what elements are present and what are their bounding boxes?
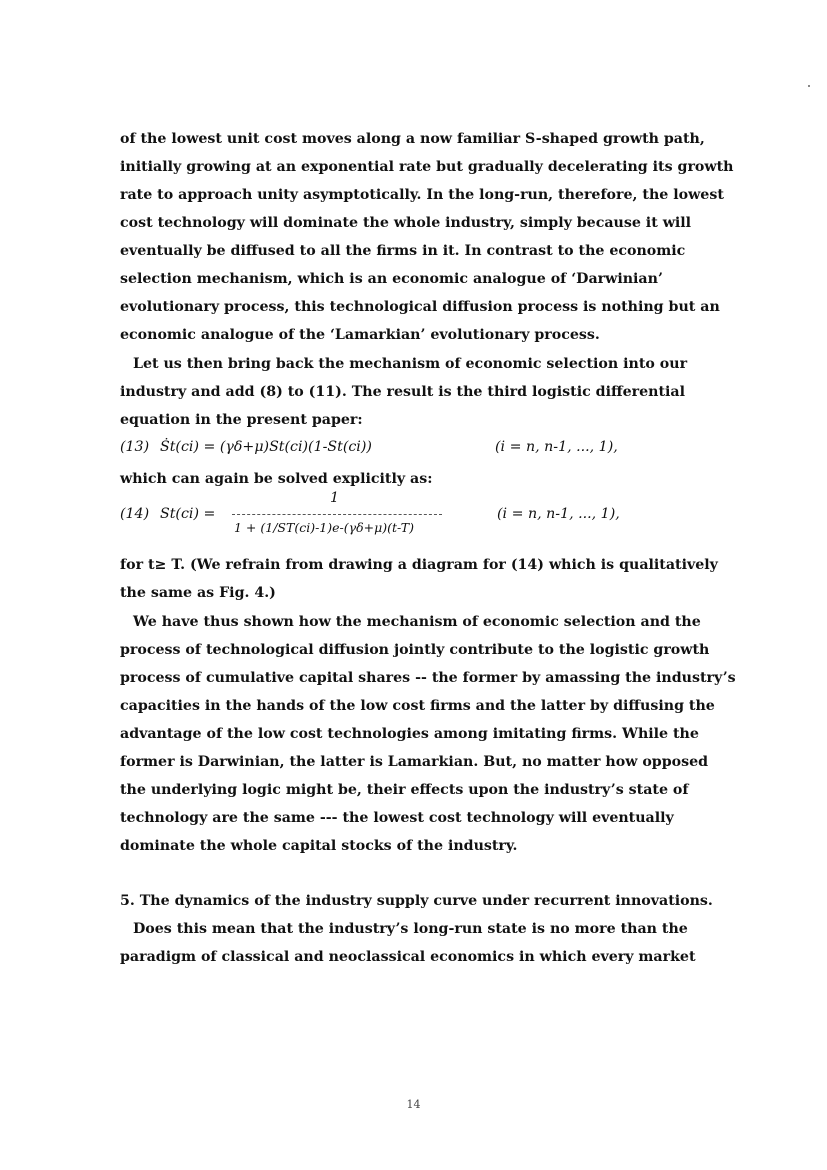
text-line: Does this mean that the industry’s long-run state is no more than the <box>133 921 688 937</box>
text-line: Let us then bring back the mechanism of economic selection into our <box>133 356 688 372</box>
text-line: former is Darwinian, the latter is Lamarkian. But, no matter how opposed <box>120 754 709 770</box>
text-line: the same as Fig. 4.) <box>120 585 276 601</box>
text-line: process of technological diffusion jointly contribute to the logistic growth <box>120 642 710 658</box>
equation-13-condition: (i = n, n-1, ..., 1), <box>495 439 618 455</box>
text-line: the underlying logic might be, their effects upon the industry’s state of <box>120 782 689 798</box>
section-heading: 5. The dynamics of the industry supply curve under recurrent innovations. <box>120 893 713 909</box>
equation-13-label: (13) <box>120 439 150 455</box>
equation-14-condition: (i = n, n-1, ..., 1), <box>497 506 620 522</box>
equation-14-numerator: 1 <box>330 490 340 506</box>
text-line: eventually be diffused to all the firms in it. In contrast to the economic <box>120 243 686 259</box>
text-line: cost technology will dominate the whole industry, simply because it will <box>120 215 692 231</box>
equation-13: Ṡt(ci) = (γδ+μ)St(ci)(1-St(ci)) <box>160 439 372 455</box>
text-line: technology are the same --- the lowest cost technology will eventually <box>120 810 674 826</box>
fraction-bar <box>232 514 442 515</box>
equation-14-lhs: St(ci) = <box>160 506 216 522</box>
text-line: paradigm of classical and neoclassical economics in which every market <box>120 949 696 965</box>
equation-14-label: (14) <box>120 506 150 522</box>
text-line: of the lowest unit cost moves along a now familiar S-shaped growth path, <box>120 131 705 147</box>
text-line: selection mechanism, which is an economic analogue of ‘Darwinian’ <box>120 271 663 287</box>
text-line: industry and add (8) to (11). The result is the third logistic differential <box>120 384 685 400</box>
text-line: economic analogue of the ‘Lamarkian’ evolutionary process. <box>120 327 600 343</box>
page-number: 14 <box>406 1098 421 1111</box>
text-line: capacities in the hands of the low cost firms and the latter by diffusing the <box>120 698 715 714</box>
text-line: rate to approach unity asymptotically. In the long-run, therefore, the lowest <box>120 187 724 203</box>
text-line: which can again be solved explicitly as: <box>120 471 433 487</box>
text-line: for t≥ T. (We refrain from drawing a diagram for (14) which is qualitatively <box>120 557 718 573</box>
text-line: advantage of the low cost technologies among imitating firms. While the <box>120 726 699 742</box>
equation-14-denominator: 1 + (1/ST(ci)-1)e-(γδ+μ)(t-T) <box>234 520 414 535</box>
text-line: initially growing at an exponential rate but gradually decelerating its growth <box>120 159 734 175</box>
text-line: process of cumulative capital shares -- the former by amassing the industry’s <box>120 670 736 686</box>
text-line: dominate the whole capital stocks of the industry. <box>120 838 518 854</box>
text-line: equation in the present paper: <box>120 412 363 428</box>
text-line: We have thus shown how the mechanism of economic selection and the <box>133 614 701 630</box>
speck <box>808 85 810 87</box>
text-line: evolutionary process, this technological diffusion process is nothing but an <box>120 299 720 315</box>
